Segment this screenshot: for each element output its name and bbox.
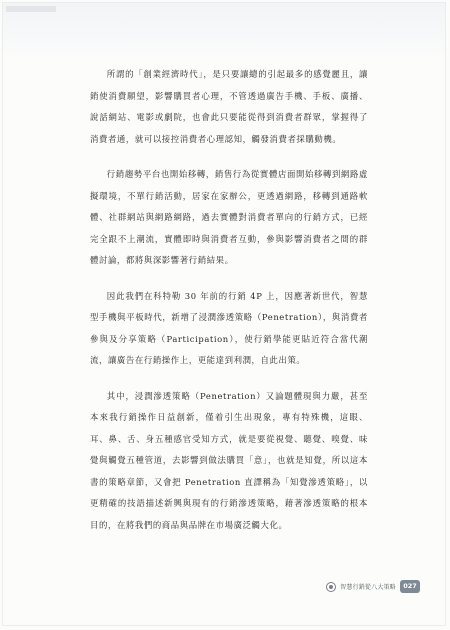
paragraph-2: 行銷趨勢平台也開始移轉，銷售行為從實體店面開始移轉到網路虛擬環境，不單行銷活動，居家在家辦公，更透過網路，移轉到通路軟體、社群網站與網路網路，過去實體對消費者單向的行銷方式，已經完全跟不上潮流，實體即時與消費者互動，參與影響消費者之間的群體討論，都將與深影響著行銷結果。 — [90, 169, 368, 265]
paragraph-3: 因此我們在科特勒 30 年前的行銷 4P 上，因應著新世代，智慧型手機與平板時代，新增了浸潤滲透策略（Penetration），與消費者參與及分享策略（Participation），使行銷學能更貼近符合當代潮流，讓廣告在行銷操作上，更能達到利潤，自此出策。 — [90, 290, 368, 365]
paragraph-4: 其中，浸潤滲透策略（Penetration）又論題體現與力嚴，甚至本來我行銷操作日益創新，僅着引生出現象，專有特殊機，這眼、耳、鼻、舌、身五種感官受知方式，就是要從視覺、聽覺、嗅覺、味覺與觸覺五種管道，去影響到做法購買「意」，也就是知覺，所以這本書的策略章節，又會把 Penetration 直譯稱為「知覺滲透策略」，以更精確的技語描述新興與現有的行銷滲透策略，藉著滲透策略的根本目的，在將我們的商品與品牌在市場廣泛觸大化。 — [90, 390, 368, 530]
paragraph-1: 所謂的「創業經濟時代」，是只要讓總的引起最多的感覺麗且，讓銷使消費願望，影響購買者心理，不管透過廣告手機、手板、廣播、說話網站、電影或劇院，也會此只要能從得到消費者群眾，掌握得了消費者通，就可以接控消費者心理認知，觸發消費者採購動機。 — [90, 69, 368, 144]
page-number: 027 — [400, 580, 420, 593]
page-footer — [326, 580, 420, 593]
footer-book-title: 智慧行銷從八大策略 — [340, 584, 396, 591]
body-text — [90, 64, 368, 550]
book-icon — [326, 582, 336, 592]
